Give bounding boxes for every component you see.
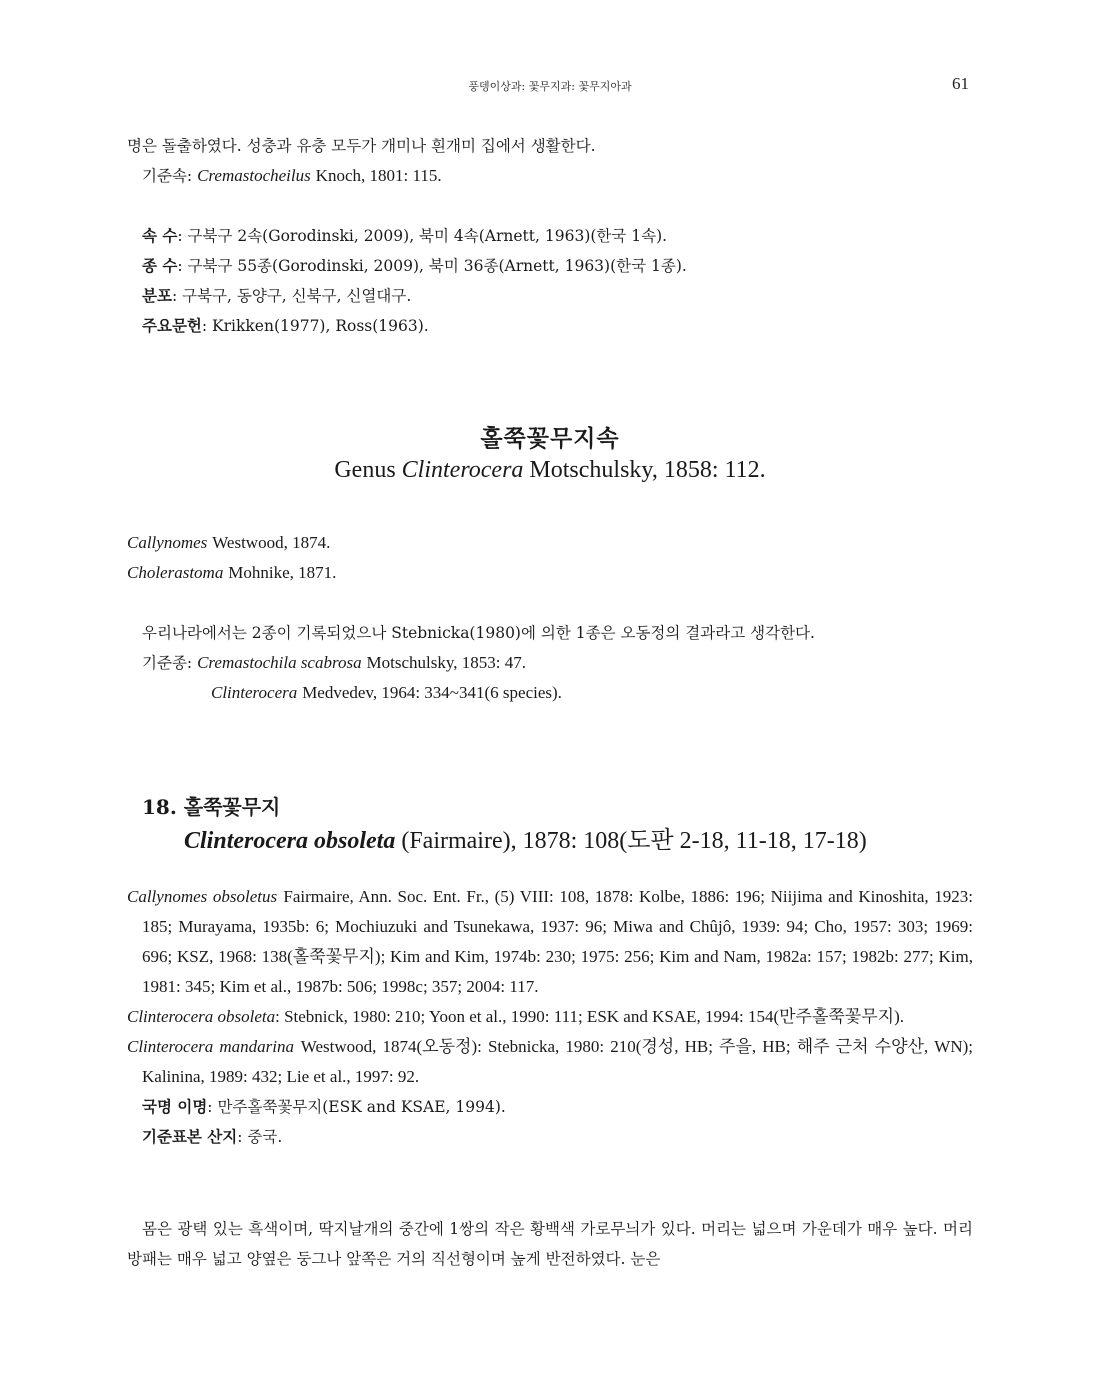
alt-name-line <box>127 1092 973 1122</box>
distribution-label: 분포 <box>142 286 172 305</box>
distribution-text: : 구북구, 동양구, 신북구, 신열대구. <box>171 287 412 305</box>
type-locality-label: 기준표본 산지 <box>142 1127 238 1146</box>
type-locality-line <box>127 1122 973 1152</box>
distribution-line <box>127 281 973 311</box>
synonym-entry <box>127 882 973 1002</box>
species-scientific-name: Clinterocera obsoleta <box>184 828 396 854</box>
genus-notes <box>127 618 973 708</box>
type-species-name: Cremastochila scabrosa <box>197 653 362 672</box>
synonym-ref: Mohnike, 1871. <box>228 563 337 582</box>
type-species-name-2: Clinterocera <box>211 683 298 702</box>
synonym-ref: Westwood, 1874. <box>212 533 331 552</box>
references-line <box>127 311 973 341</box>
genus-name: Clinterocera <box>401 457 524 483</box>
species-count-line <box>127 251 973 281</box>
genus-note: 우리나라에서는 2종이 기록되었으나 Stebnicka(1980)에 의한 1종은 오동정의 결과라고 생각한다. <box>142 624 815 642</box>
species-number: 18. <box>142 795 177 819</box>
synonym-entry-text: Westwood, 1874(오동정): Stebnicka, 1980: 210(경성, HB; 주을, HB; 해주 근처 수양산, WN); Kalinina, 1989: 432; Lie et al., 1997: 92. <box>142 1037 973 1086</box>
species-name-korean: 홀쭉꽃무지 <box>183 795 281 819</box>
alt-name-text: : 만주홀쭉꽃무지(ESK and KSAE, 1994). <box>207 1098 506 1116</box>
type-species-ref-2: Medvedev, 1964: 334~341(6 species). <box>302 683 562 702</box>
genera-count-text: : 구북구 2속(Gorodinski, 2009), 북미 4속(Arnett, 1963)(한국 1속). <box>177 227 668 245</box>
genus-prefix: Genus <box>334 457 396 483</box>
type-species-ref: Motschulsky, 1853: 47. <box>366 653 526 672</box>
genus-title-scientific <box>0 457 1100 484</box>
species-count-text: : 구북구 55종(Gorodinski, 2009), 북미 36종(Arnett, 1963)(한국 1종). <box>177 257 687 275</box>
genus-synonym <box>127 558 973 588</box>
synonym-entry-name: Clinterocera mandarina <box>127 1037 294 1056</box>
synonym-name: Cholerastoma <box>127 563 224 582</box>
references-text: : Krikken(1977), Ross(1963). <box>201 317 429 335</box>
type-species-label: 기준종: <box>142 654 193 672</box>
synonym-entry <box>127 1002 973 1032</box>
intro-section <box>127 131 973 191</box>
genus-title-korean: 홀쭉꽃무지속 <box>480 425 620 452</box>
references-label: 주요문헌 <box>142 316 202 335</box>
type-species-line-2 <box>127 678 973 708</box>
species-heading-korean <box>142 790 1022 824</box>
type-genus-line <box>127 161 973 191</box>
intro-line: 명은 돌출하였다. 성충과 유충 모두가 개미나 흰개미 집에서 생활한다. <box>127 137 596 155</box>
species-synonymy <box>127 882 973 1152</box>
type-locality-text: : 중국. <box>237 1128 283 1146</box>
synonym-entry <box>127 1032 973 1092</box>
page-number: 61 <box>952 74 969 93</box>
synonym-entry-text: : Stebnick, 1980: 210; Yoon et al., 1990: 111; ESK and KSAE, 1994: 154(만주홀쭉꽃무지). <box>275 1007 904 1026</box>
description-paragraph: 몸은 광택 있는 흑색이며, 딱지날개의 중간에 1쌍의 작은 황백색 가로무늬가 있다. 머리는 넓으며 가운데가 매우 높다. 머리방패는 매우 넓고 양옆은 둥그나 앞쪽은 거의 직선형이며 높게 반전하였다. 눈은 <box>127 1220 973 1268</box>
synonym-entry-name: Clinterocera obsoleta <box>127 1007 276 1026</box>
synonym-entry-text: Fairmaire, Ann. Soc. Ent. Fr., (5) VIII: 108, 1878: Kolbe, 1886: 196; Niijima and Kinoshita, 1923: 185; Murayama, 1935b: 6; Mochiuzuki and Tsunekawa, 1937: 96; Miwa and Chûjô, 1939: 94; Cho, 1957: 303; 1969: 696; KSZ, 1968: 138(홀쭉꽃무지); Kim and Kim, 1974b: 230; 1975: 256; Kim and Nam, 1982a: 157; 1982b: 277; Kim, 1981: 345; Kim et al., 1987b: 506; 1998c; 357; 2004: 117. <box>142 887 974 996</box>
genera-count-label: 속 수 <box>142 226 178 245</box>
type-genus-name: Cremastocheilus <box>197 166 311 185</box>
species-count-label: 종 수 <box>142 256 178 275</box>
alt-name-label: 국명 이명 <box>142 1097 208 1116</box>
stats-section <box>127 221 973 341</box>
synonym-entry-name: Callynomes obsoletus <box>127 887 278 906</box>
type-species-line <box>127 648 973 678</box>
type-genus-ref: Knoch, 1801: 115. <box>315 166 442 185</box>
genus-synonyms <box>127 528 973 588</box>
species-heading <box>142 790 1022 858</box>
type-genus-label: 기준속: <box>142 167 193 185</box>
genus-author: Motschulsky, 1858: 112. <box>529 457 766 483</box>
synonym-name: Callynomes <box>127 533 208 552</box>
species-author: (Fairmaire), 1878: 108(도판 2-18, 11-18, 17-18) <box>401 828 867 854</box>
genus-synonym <box>127 528 973 558</box>
genera-count-line <box>127 221 973 251</box>
running-header: 풍뎅이상과: 꽃무지과: 꽃무지아과 <box>468 80 632 93</box>
species-description <box>127 1214 973 1274</box>
species-heading-scientific <box>142 824 1022 858</box>
